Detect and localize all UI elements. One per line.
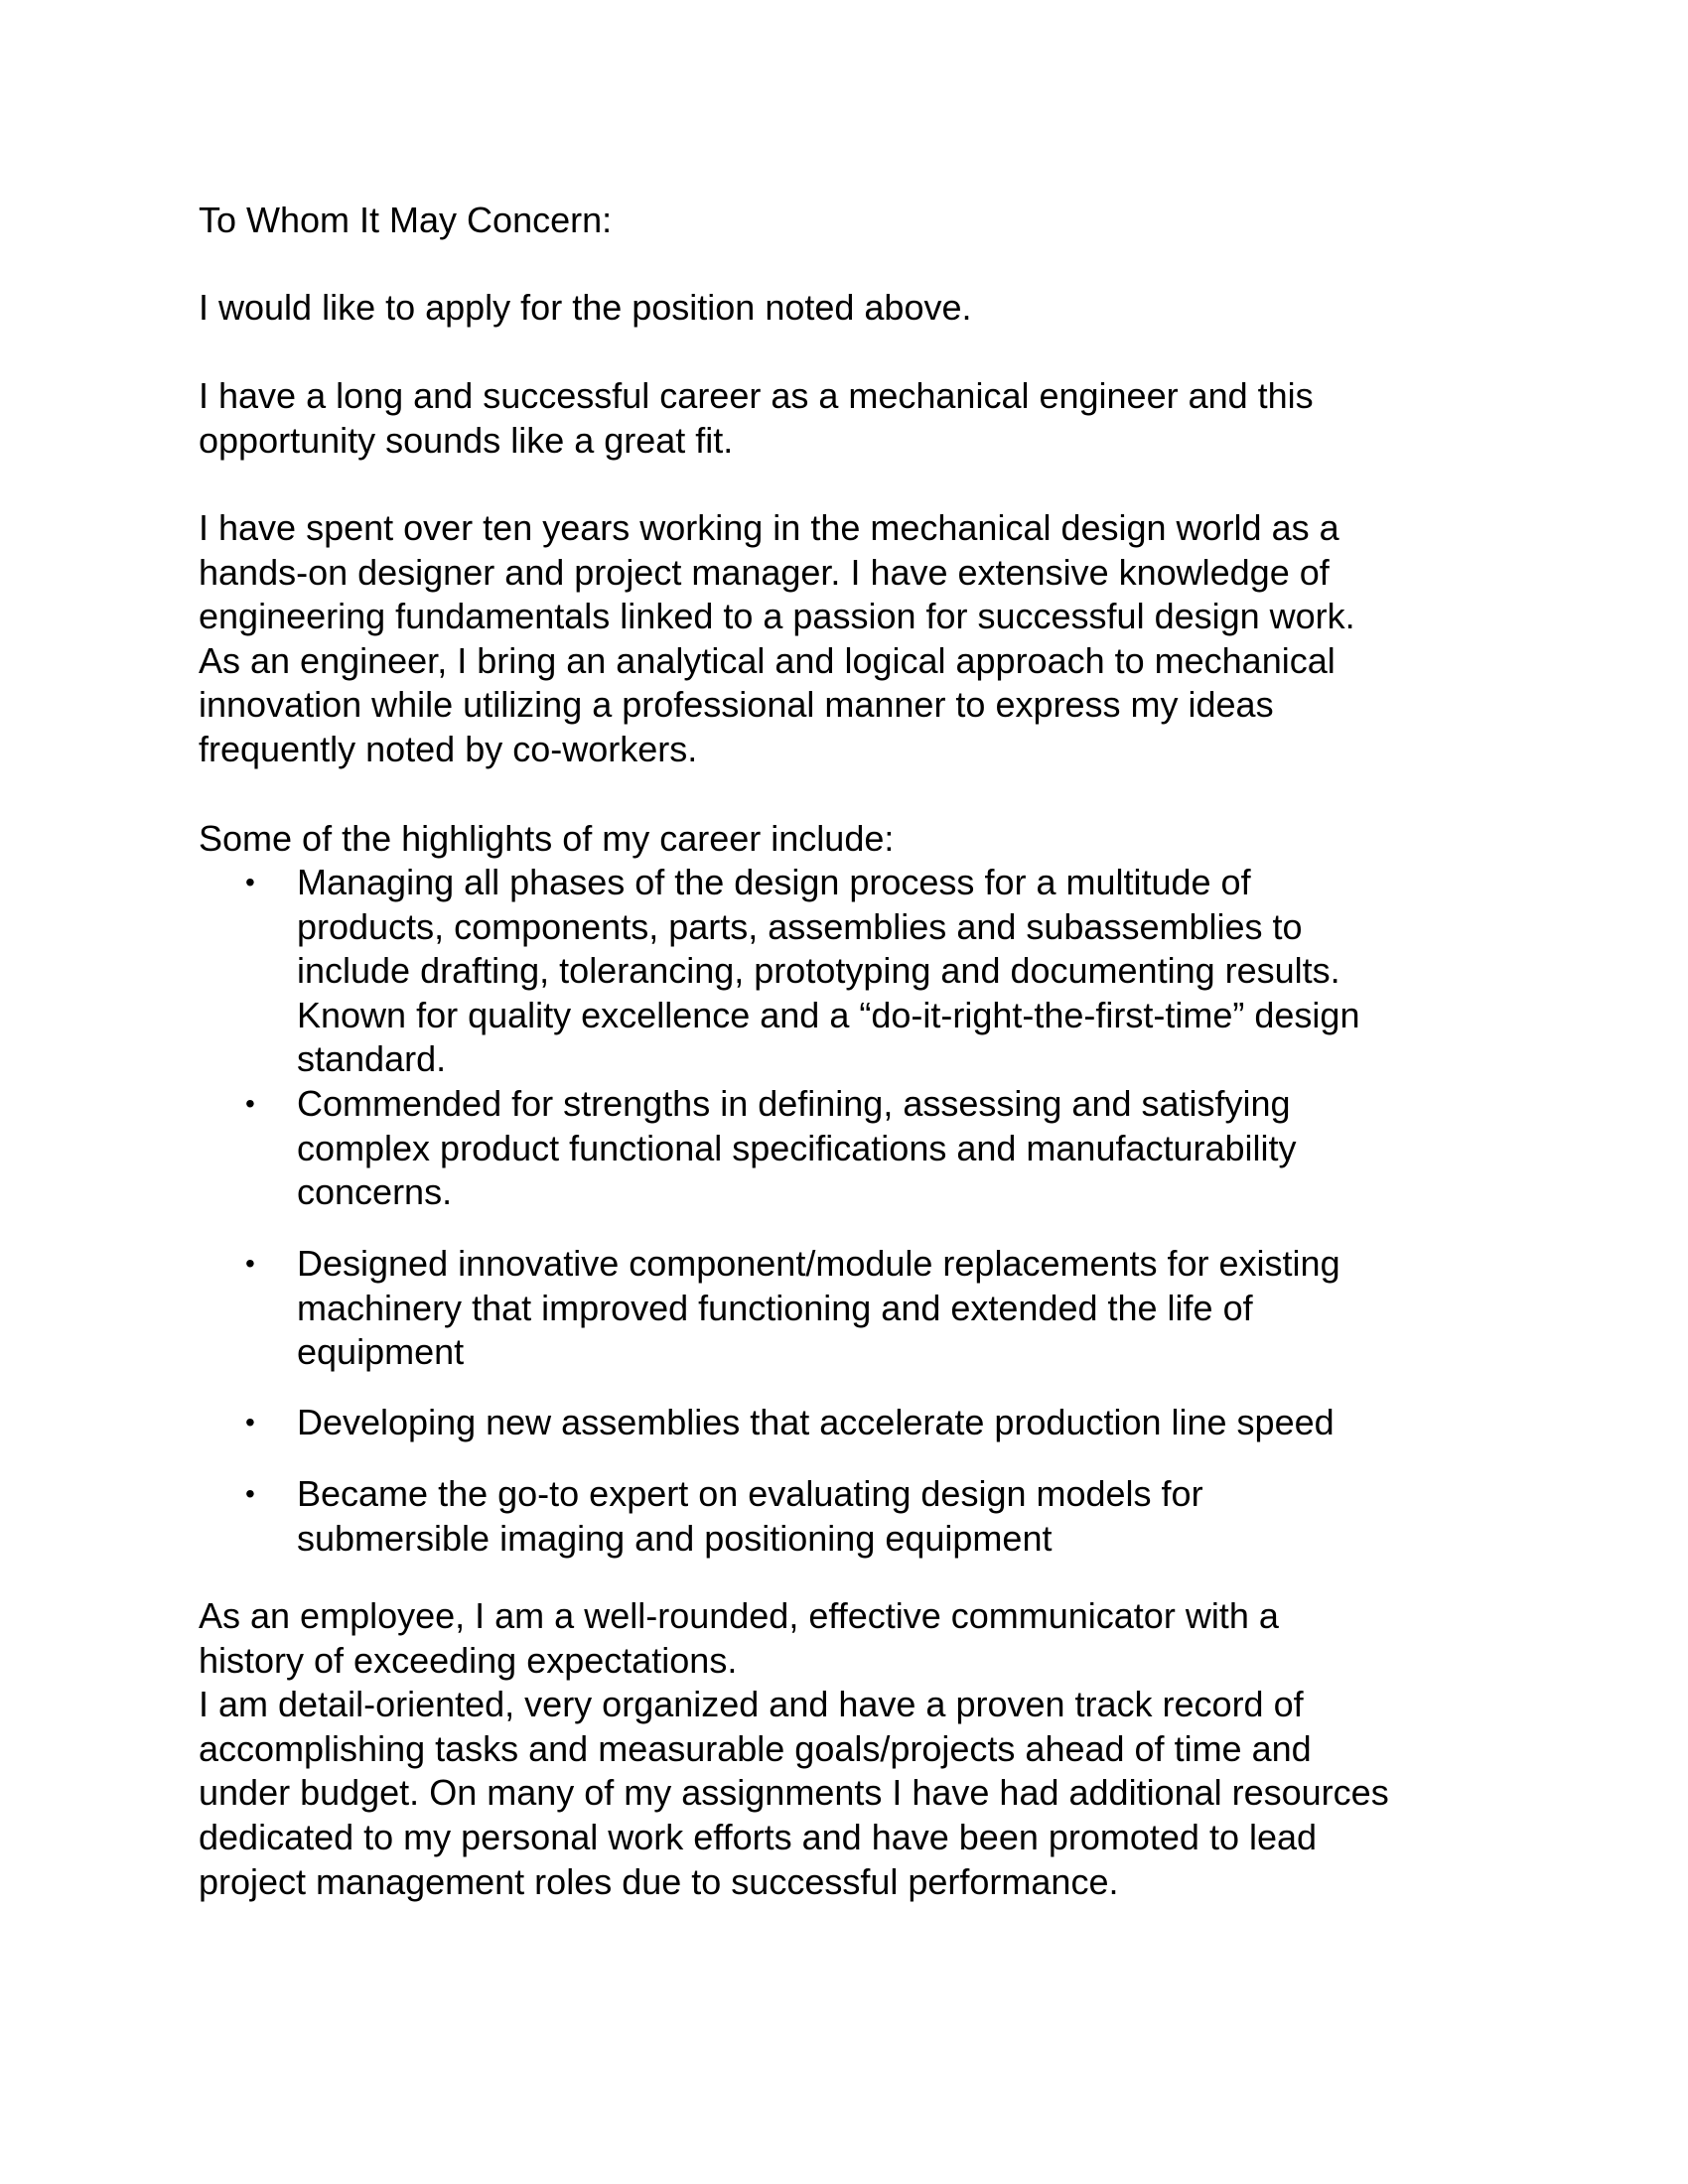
highlight-line: standard. — [297, 1038, 447, 1080]
paragraph-line: hands-on designer and project manager. I have extensive knowledge of — [199, 551, 1330, 593]
paragraph-line: frequently noted by co-workers. — [199, 728, 698, 769]
highlight-line: submersible imaging and positioning equipment — [297, 1517, 1053, 1559]
paragraph-line: accomplishing tasks and measurable goals/projects ahead of time and — [199, 1727, 1312, 1769]
highlight-line: Developing new assemblies that accelerate production line speed — [297, 1402, 1335, 1442]
paragraph-line: I have a long and successful career as a mechanical engineer and this — [199, 375, 1314, 416]
highlight-line: Designed innovative component/module replacements for existing — [297, 1243, 1340, 1284]
paragraph-line: project management roles due to successful performance. — [199, 1860, 1119, 1902]
employee-paragraph — [199, 1594, 1389, 1904]
highlight-line: concerns. — [297, 1171, 453, 1213]
highlight-text — [297, 1401, 1335, 1445]
highlight-text — [297, 1082, 1297, 1215]
highlights-intro-text: Some of the highlights of my career include: — [199, 818, 895, 859]
highlights-intro — [199, 817, 894, 862]
highlight-line: Became the go-to expert on evaluating design models for — [297, 1473, 1203, 1514]
paragraph-line: innovation while utilizing a professional manner to express my ideas — [199, 684, 1274, 726]
paragraph-line: As an employee, I am a well-rounded, effective communicator with a — [199, 1595, 1279, 1636]
highlight-line: Commended for strengths in defining, assessing and satisfying — [297, 1083, 1291, 1124]
paragraph-line: under budget. On many of my assignments I have had additional resources — [199, 1772, 1389, 1814]
highlight-line: Managing all phases of the design process for a multitude of — [297, 862, 1251, 902]
experience-paragraph — [199, 506, 1355, 772]
paragraph-line: history of exceeding expectations. — [199, 1639, 738, 1681]
bullet-icon: • — [245, 1478, 255, 1509]
bullet-icon: • — [245, 1088, 255, 1119]
highlight-line: products, components, parts, assemblies and subassemblies to — [297, 905, 1303, 947]
paragraph-line: I would like to apply for the position noted above. — [199, 287, 972, 328]
highlight-text — [297, 861, 1359, 1082]
bullet-icon: • — [245, 1407, 255, 1437]
paragraph-line: dedicated to my personal work efforts and have been promoted to lead — [199, 1816, 1318, 1857]
paragraph-line: engineering fundamentals linked to a passion for successful design work. — [199, 596, 1355, 637]
intro-paragraph — [199, 286, 972, 331]
highlight-line: complex product functional specifications and manufacturability — [297, 1127, 1297, 1168]
highlight-line: equipment — [297, 1331, 465, 1373]
highlight-text — [297, 1242, 1340, 1375]
highlight-line: machinery that improved functioning and extended the life of — [297, 1287, 1253, 1328]
paragraph-line: As an engineer, I bring an analytical and logical approach to mechanical — [199, 639, 1336, 681]
highlight-line: Known for quality excellence and a “do-it-right-the-first-time” design — [297, 994, 1360, 1035]
bullet-icon: • — [245, 867, 255, 897]
highlight-text — [297, 1472, 1203, 1561]
career-paragraph — [199, 374, 1314, 463]
paragraph-line: I have spent over ten years working in the mechanical design world as a — [199, 507, 1339, 548]
paragraph-line: opportunity sounds like a great fit. — [199, 419, 734, 461]
paragraph-line: I am detail-oriented, very organized and have a proven track record of — [199, 1684, 1304, 1725]
salutation-text: To Whom It May Concern: — [199, 200, 613, 240]
salutation — [199, 199, 612, 243]
highlight-line: include drafting, tolerancing, prototyping and documenting results. — [297, 950, 1340, 992]
bullet-icon: • — [245, 1248, 255, 1279]
